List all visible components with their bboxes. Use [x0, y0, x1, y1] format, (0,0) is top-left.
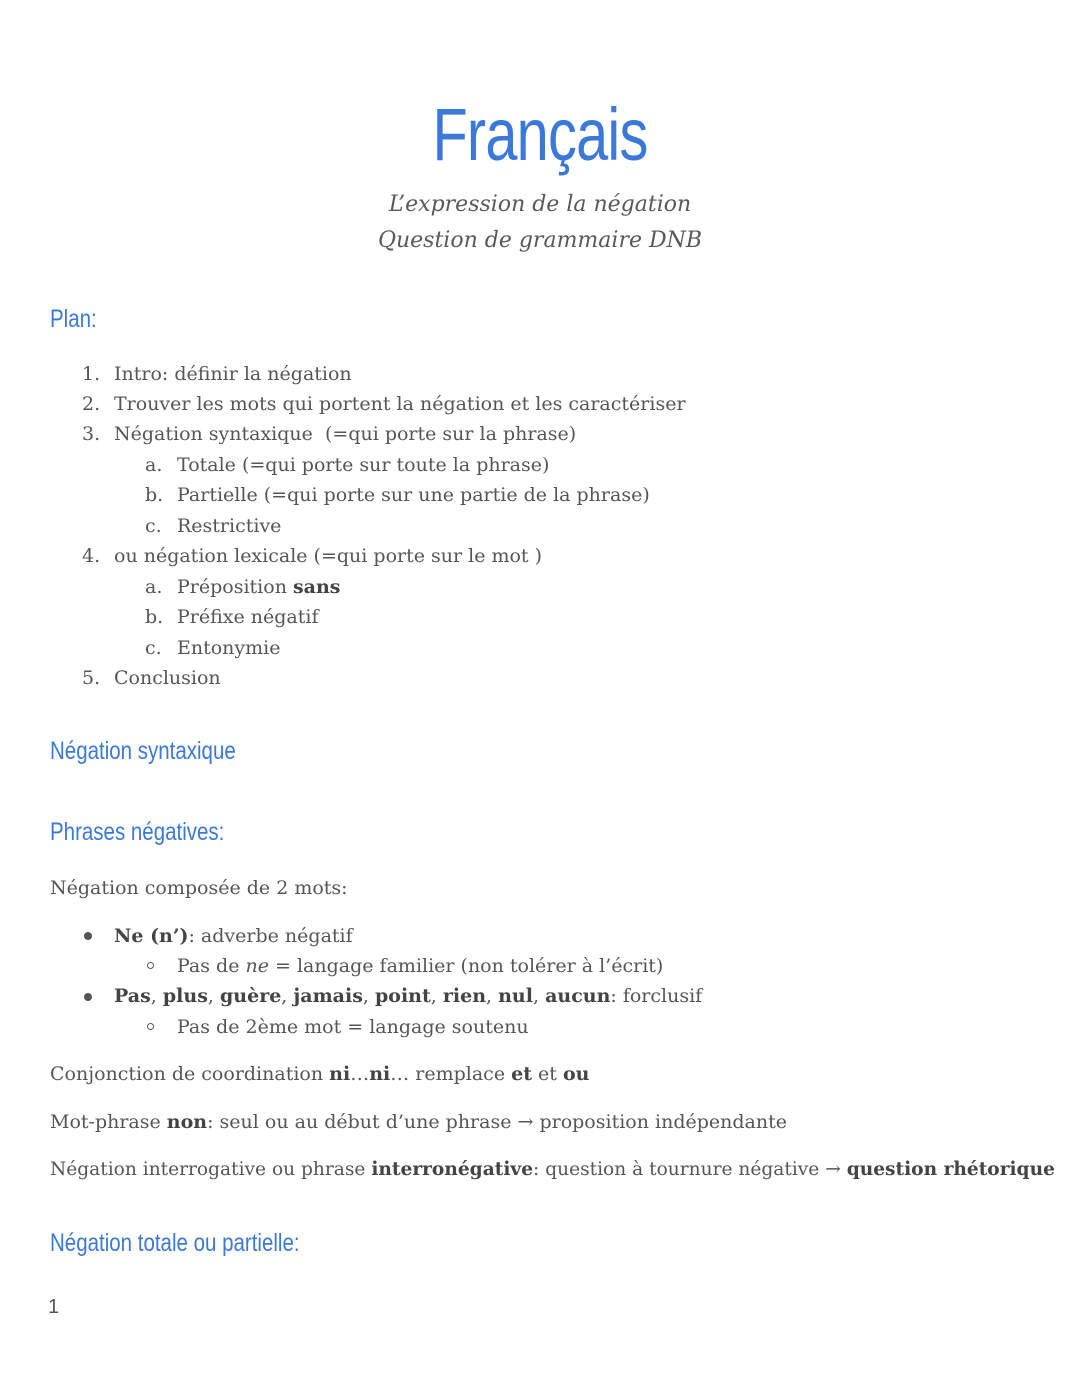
subtitle-line-1: L’expression de la négation: [388, 192, 692, 217]
forclusif-word: rien: [442, 985, 487, 1007]
page-number: 1: [48, 1296, 60, 1318]
separator: ,: [486, 985, 499, 1007]
sub-bullet-marker: [147, 962, 154, 969]
list-item-text: Préposition: [177, 576, 293, 598]
bold-word: non: [166, 1111, 208, 1133]
bold-word: ni: [369, 1063, 391, 1085]
text: Mot-phrase: [50, 1111, 167, 1133]
separator: ,: [281, 985, 294, 1007]
bold-word: ou: [562, 1063, 590, 1085]
list-marker: c.: [145, 637, 162, 659]
separator: ,: [532, 985, 546, 1007]
bullet-item: [114, 925, 353, 947]
paragraph-interronegative: [50, 1159, 1055, 1180]
forclusif-word: point: [375, 985, 431, 1007]
list-item: Totale (=qui porte sur toute la phrase): [177, 454, 550, 476]
bold-word: interronégative: [371, 1159, 534, 1180]
bold-word: question rhétorique: [846, 1159, 1055, 1180]
list-item-bold: sans: [292, 576, 341, 598]
page-title: Français: [432, 93, 648, 176]
separator: ,: [150, 985, 163, 1007]
list-marker: 4.: [82, 545, 101, 567]
list-marker: 5.: [82, 667, 101, 689]
paragraph-mot-phrase: [50, 1111, 787, 1133]
sub-bullet-marker: [147, 1023, 154, 1030]
list-item: Négation syntaxique (=qui porte sur la phrase): [114, 423, 577, 445]
text: : question à tournure négative →: [533, 1159, 847, 1180]
sub-bullet-italic: ne: [245, 955, 269, 977]
sub-bullet-text: = langage familier (non tolérer à l’écrit): [268, 955, 664, 977]
text: et: [531, 1063, 563, 1085]
sub-bullet-item: Pas de 2ème mot = langage soutenu: [177, 1016, 529, 1038]
separator: ,: [430, 985, 443, 1007]
section-heading-negation-syntaxique: Négation syntaxique: [50, 737, 236, 765]
list-marker: a.: [145, 576, 163, 598]
list-marker: 1.: [82, 363, 101, 385]
text: … remplace: [390, 1063, 512, 1085]
bullet-bold: Ne (n’): [114, 925, 189, 947]
section-heading-negation-totale: Négation totale ou partielle:: [50, 1229, 300, 1257]
bold-word: ni: [329, 1063, 351, 1085]
forclusif-word: guère: [220, 985, 282, 1007]
bullet-text: : adverbe négatif: [188, 925, 353, 947]
list-item: Entonymie: [177, 637, 281, 659]
bold-word: et: [511, 1063, 532, 1085]
list-marker: c.: [145, 515, 162, 537]
list-item: Conclusion: [114, 667, 221, 689]
list-marker: 2.: [82, 393, 101, 415]
separator: ,: [207, 985, 220, 1007]
list-item: Partielle (=qui porte sur une partie de la phrase): [177, 484, 650, 506]
separator: ,: [362, 985, 375, 1007]
paragraph-intro: Négation composée de 2 mots:: [50, 877, 348, 899]
sub-bullet-item: [177, 955, 663, 977]
list-item: Préfixe négatif: [177, 606, 319, 628]
sub-bullet-text: Pas de: [177, 955, 246, 977]
list-marker: a.: [145, 454, 163, 476]
forclusif-word: Pas: [114, 985, 151, 1007]
paragraph-conjonction: [50, 1063, 589, 1085]
list-marker: 3.: [82, 423, 101, 445]
plan-heading: Plan:: [50, 305, 97, 333]
text: : seul ou au début d’une phrase → proposition indépendante: [207, 1111, 787, 1133]
text: Conjonction de coordination: [50, 1063, 330, 1085]
list-marker: b.: [145, 606, 164, 628]
forclusif-word: aucun: [545, 985, 611, 1007]
bullet-marker: [84, 993, 92, 1001]
list-item: Trouver les mots qui portent la négation et les caractériser: [114, 393, 686, 415]
list-marker: b.: [145, 484, 164, 506]
bullet-text: : forclusif: [610, 985, 703, 1007]
bullet-item: [114, 985, 702, 1007]
forclusif-word: nul: [498, 985, 533, 1007]
list-item: [177, 576, 341, 598]
bullet-marker: [84, 932, 92, 940]
subtitle-line-2: Question de grammaire DNB: [377, 228, 703, 253]
section-heading-phrases-negatives: Phrases négatives:: [50, 818, 225, 846]
list-item: ou négation lexicale (=qui porte sur le mot ): [114, 545, 543, 567]
forclusif-word: plus: [162, 985, 208, 1007]
list-item: Restrictive: [177, 515, 282, 537]
text: Négation interrogative ou phrase: [50, 1159, 372, 1180]
forclusif-word: jamais: [293, 985, 363, 1007]
list-item: Intro: définir la négation: [114, 363, 352, 385]
text: …: [350, 1063, 370, 1085]
